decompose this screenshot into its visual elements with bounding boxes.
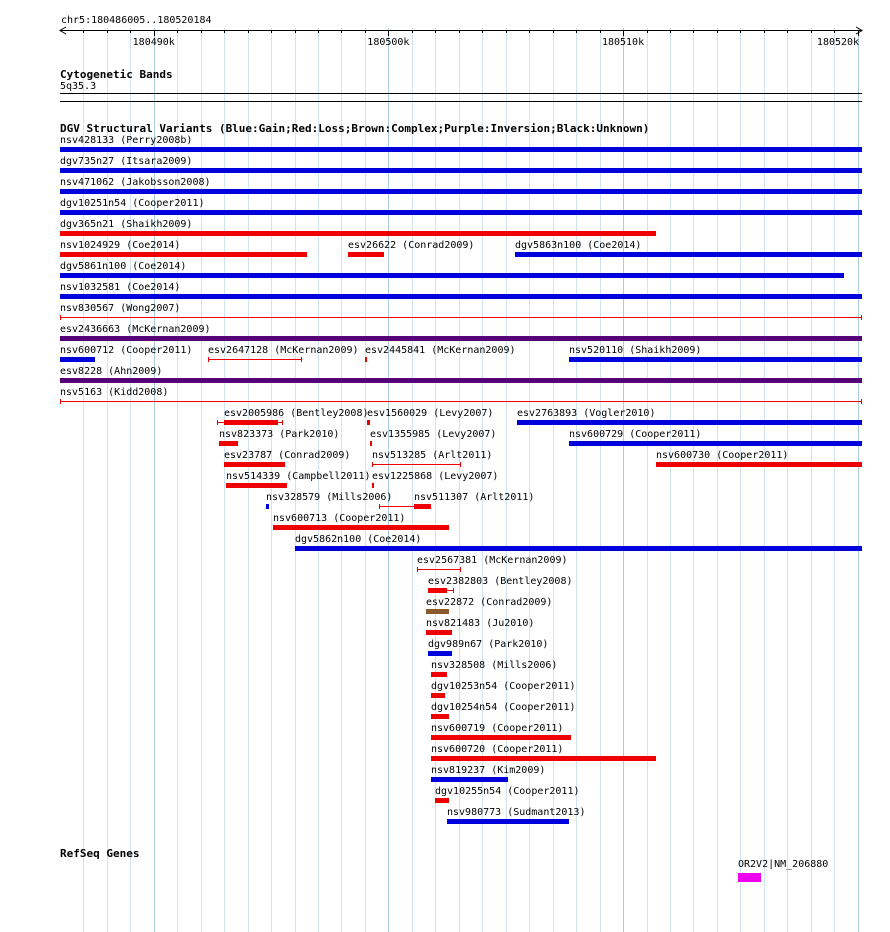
variant-label: esv23787 (Conrad2009) xyxy=(224,450,351,461)
variant-label: dgv10253n54 (Cooper2011) xyxy=(431,681,576,692)
variant-label: esv22872 (Conrad2009) xyxy=(426,597,553,608)
variant-label: dgv5862n100 (Coe2014) xyxy=(295,534,422,545)
variant-label: nsv821483 (Ju2010) xyxy=(426,618,535,629)
variant-bar[interactable] xyxy=(431,693,445,698)
variant-bar[interactable] xyxy=(60,168,862,173)
variant-span-cap xyxy=(372,462,373,467)
variant-bar[interactable] xyxy=(569,357,862,362)
variant-bar[interactable] xyxy=(372,483,374,488)
variant-bar[interactable] xyxy=(60,357,95,362)
variant-label: esv2436663 (McKernan2009) xyxy=(60,324,211,335)
variant-label: esv1225868 (Levy2007) xyxy=(372,471,499,482)
variant-label: nsv600713 (Cooper2011) xyxy=(273,513,406,524)
variant-bar[interactable] xyxy=(60,210,862,215)
gene-label: OR2V2|NM_206880 xyxy=(738,859,829,870)
refseq-track-title: RefSeq Genes xyxy=(60,847,140,860)
variant-label: dgv10255n54 (Cooper2011) xyxy=(435,786,580,797)
variant-bar[interactable] xyxy=(370,441,372,446)
variant-bar[interactable] xyxy=(60,273,844,278)
variant-label: esv2567381 (McKernan2009) xyxy=(417,555,568,566)
variant-span-cap xyxy=(60,399,61,404)
variant-span-cap xyxy=(217,420,218,425)
variant-label: dgv365n21 (Shaikh2009) xyxy=(60,219,193,230)
location-label: chr5:180486005..180520184 xyxy=(61,15,212,26)
variant-bar[interactable] xyxy=(273,525,449,530)
cytoband-label: 5q35.3 xyxy=(60,81,97,92)
variant-label: dgv10254n54 (Cooper2011) xyxy=(431,702,576,713)
variant-label: nsv600730 (Cooper2011) xyxy=(656,450,789,461)
variant-label: esv1355985 (Levy2007) xyxy=(370,429,497,440)
variant-bar[interactable] xyxy=(431,735,572,740)
variant-span-cap xyxy=(453,588,454,593)
variant-label: nsv471062 (Jakobsson2008) xyxy=(60,177,211,188)
variant-span-cap xyxy=(460,567,461,572)
variant-bar[interactable] xyxy=(226,483,287,488)
variant-span-cap xyxy=(861,399,862,404)
variant-bar[interactable] xyxy=(431,756,656,761)
variant-label: nsv511307 (Arlt2011) xyxy=(414,492,535,503)
variant-span-line[interactable] xyxy=(60,317,862,318)
ruler-tick-label: 180500k xyxy=(367,37,410,48)
variant-label: dgv5863n100 (Coe2014) xyxy=(515,240,642,251)
variant-bar[interactable] xyxy=(367,420,369,425)
variant-span-cap xyxy=(301,357,302,362)
variant-label: esv2647128 (McKernan2009) xyxy=(208,345,359,356)
variant-label: nsv5163 (Kidd2008) xyxy=(60,387,169,398)
variant-label: nsv600712 (Cooper2011) xyxy=(60,345,193,356)
variant-bar[interactable] xyxy=(60,189,862,194)
variant-bar[interactable] xyxy=(569,441,862,446)
variant-label: nsv514339 (Campbell2011) xyxy=(226,471,371,482)
variant-span-line[interactable] xyxy=(372,464,461,465)
variant-bar[interactable] xyxy=(431,672,447,677)
variant-label: nsv823373 (Park2010) xyxy=(219,429,340,440)
variant-bar[interactable] xyxy=(60,378,862,383)
variant-label: nsv1032581 (Coe2014) xyxy=(60,282,181,293)
variant-label: nsv600720 (Cooper2011) xyxy=(431,744,564,755)
variant-bar[interactable] xyxy=(60,336,862,341)
variant-span-cap xyxy=(379,504,380,509)
variant-span-cap xyxy=(208,357,209,362)
gene-bar[interactable] xyxy=(738,873,761,882)
variant-span-cap xyxy=(861,315,862,320)
variant-bar[interactable] xyxy=(517,420,862,425)
variant-bar[interactable] xyxy=(435,798,449,803)
variant-bar[interactable] xyxy=(60,231,656,236)
variant-bar[interactable] xyxy=(348,252,383,257)
variant-bar[interactable] xyxy=(414,504,430,509)
variant-bar[interactable] xyxy=(515,252,862,257)
variant-bar[interactable] xyxy=(656,462,862,467)
variant-label: esv26622 (Conrad2009) xyxy=(348,240,475,251)
variant-label: nsv328579 (Mills2006) xyxy=(266,492,393,503)
variant-bar[interactable] xyxy=(224,462,285,467)
variant-bar[interactable] xyxy=(431,714,450,719)
variant-bar[interactable] xyxy=(428,651,451,656)
variant-span-cap xyxy=(282,420,283,425)
cytoband-track-title: Cytogenetic Bands xyxy=(60,68,173,81)
variant-label: nsv819237 (Kim2009) xyxy=(431,765,546,776)
dgv-track-title: DGV Structural Variants (Blue:Gain;Red:Loss;Brown:Complex;Purple:Inversion;Black:Unknown) xyxy=(60,122,650,135)
variant-span-cap xyxy=(417,567,418,572)
variant-bar[interactable] xyxy=(426,609,449,614)
variant-label: esv1560029 (Levy2007) xyxy=(367,408,494,419)
variant-label: dgv5861n100 (Coe2014) xyxy=(60,261,187,272)
variant-bar[interactable] xyxy=(266,504,268,509)
variant-bar[interactable] xyxy=(447,819,569,824)
variant-span-line[interactable] xyxy=(208,359,302,360)
variant-label: nsv428133 (Perry2008b) xyxy=(60,135,193,146)
variant-label: nsv328508 (Mills2006) xyxy=(431,660,558,671)
variant-bar[interactable] xyxy=(428,588,447,593)
variant-label: nsv600729 (Cooper2011) xyxy=(569,429,702,440)
variant-label: nsv830567 (Wong2007) xyxy=(60,303,181,314)
ruler-tick-label: 180490k xyxy=(132,37,175,48)
variant-label: esv2763893 (Vogler2010) xyxy=(517,408,656,419)
ruler-tick-label: 180510k xyxy=(601,37,645,48)
variant-bar[interactable] xyxy=(60,147,862,152)
variant-label: dgv989n67 (Park2010) xyxy=(428,639,549,650)
variant-span-cap xyxy=(460,462,461,467)
variant-label: nsv520110 (Shaikh2009) xyxy=(569,345,702,356)
variant-span-line[interactable] xyxy=(417,569,462,570)
variant-span-line[interactable] xyxy=(60,401,862,402)
variant-label: nsv600719 (Cooper2011) xyxy=(431,723,564,734)
variant-label: dgv735n27 (Itsara2009) xyxy=(60,156,193,167)
variant-label: nsv980773 (Sudmant2013) xyxy=(447,807,586,818)
variant-bar[interactable] xyxy=(295,546,862,551)
variant-label: dgv10251n54 (Cooper2011) xyxy=(60,198,205,209)
variant-label: esv2005986 (Bentley2008) xyxy=(224,408,369,419)
variant-bar[interactable] xyxy=(431,777,508,782)
variant-bar[interactable] xyxy=(60,294,862,299)
variant-bar[interactable] xyxy=(426,630,452,635)
variant-bar[interactable] xyxy=(365,357,367,362)
variant-label: esv2382803 (Bentley2008) xyxy=(428,576,573,587)
variant-label: esv2445841 (McKernan2009) xyxy=(365,345,516,356)
variant-label: esv8228 (Ahn2009) xyxy=(60,366,163,377)
variant-bar[interactable] xyxy=(60,252,307,257)
ruler-tick-label: 180520k xyxy=(816,37,860,48)
variant-bar[interactable] xyxy=(224,420,278,425)
variant-label: nsv513285 (Arlt2011) xyxy=(372,450,493,461)
variant-label: nsv1024929 (Coe2014) xyxy=(60,240,181,251)
variant-span-cap xyxy=(60,315,61,320)
variant-bar[interactable] xyxy=(219,441,238,446)
